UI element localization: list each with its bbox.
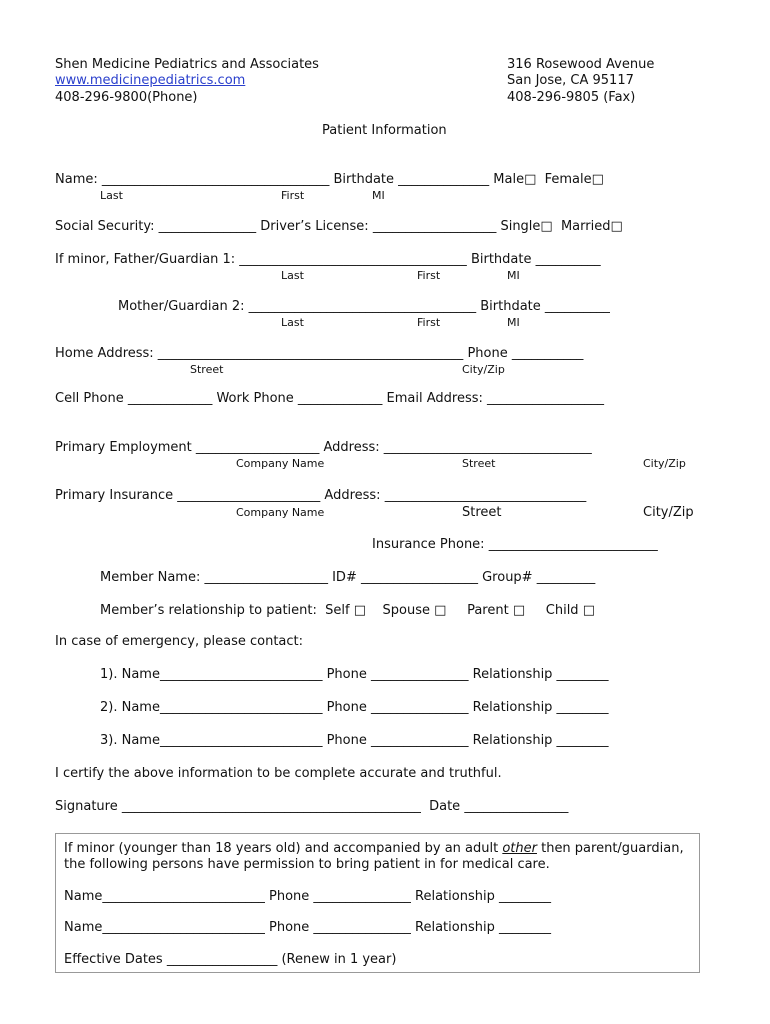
website-link[interactable]: www.medicinepediatrics.com (55, 73, 246, 88)
guardian2-sublabel-last: Last (281, 316, 304, 329)
effective-dates-field[interactable]: Effective Dates _________________ (Renew in 1 year) (64, 952, 397, 967)
practice-name: Shen Medicine Pediatrics and Associates (55, 57, 319, 72)
employment-sublabel-cityzip: City/Zip (643, 457, 686, 470)
guardian1-field[interactable]: If minor, Father/Guardian 1: ___________________________________ Birthdate __________ (55, 252, 601, 267)
name-field[interactable]: Name: ___________________________________ Birthdate ______________ Male□ Female□ (55, 172, 604, 187)
name-sublabel-last: Last (100, 189, 123, 202)
box-intro-text-b: then parent/guardian, (536, 841, 684, 856)
guardian1-sublabel-mi: MI (507, 269, 520, 282)
box-intro-line2: the following persons have permission to bring patient in for medical care. (64, 857, 550, 872)
home-address-sublabel-cityzip: City/Zip (462, 363, 505, 376)
practice-street: 316 Rosewood Avenue (507, 57, 655, 72)
guardian2-sublabel-first: First (417, 316, 441, 329)
employment-sublabel-street: Street (462, 457, 496, 470)
practice-fax: 408-296-9805 (Fax) (507, 90, 636, 105)
certify-statement: I certify the above information to be complete accurate and truthful. (55, 766, 502, 781)
practice-city: San Jose, CA 95117 (507, 73, 634, 88)
form-title: Patient Information (322, 123, 447, 138)
member-name-field[interactable]: Member Name: ___________________ ID# __________________ Group# _________ (100, 570, 596, 585)
name-sublabel-first: First (281, 189, 305, 202)
insurance-sublabel-company: Company Name (236, 506, 325, 519)
insurance-phone-blank[interactable]: __________________________ (484, 537, 658, 552)
box-intro-text-a: If minor (younger than 18 years old) and accompanied by an adult (64, 841, 503, 856)
insurance-phone-label: Insurance Phone: (372, 537, 485, 552)
authorized-adult-1[interactable]: Name_________________________ Phone _______________ Relationship ________ (64, 889, 551, 904)
guardian2-field[interactable]: Mother/Guardian 2: ___________________________________ Birthdate __________ (118, 299, 610, 314)
insurance-sublabel-cityzip: City/Zip (643, 505, 694, 520)
insurance-field[interactable]: Primary Insurance ______________________ Address: _______________________________ (55, 488, 587, 503)
signature-date-field[interactable]: Signature ______________________________________________ Date ________________ (55, 799, 569, 814)
box-intro-emphasis: other (502, 841, 537, 856)
member-relationship-field[interactable]: Member’s relationship to patient: Self □ Spouse □ Parent □ Child □ (100, 603, 595, 618)
employment-field[interactable]: Primary Employment ___________________ Address: ________________________________ (55, 440, 592, 455)
practice-phone: 408-296-9800(Phone) (55, 90, 198, 105)
name-sublabel-mi: MI (372, 189, 385, 202)
guardian2-sublabel-mi: MI (507, 316, 520, 329)
insurance-sublabel-street: Street (462, 505, 502, 520)
ssn-license-field[interactable]: Social Security: _______________ Driver’s License: ___________________ Single□ Married□ (55, 219, 623, 234)
emergency-intro: In case of emergency, please contact: (55, 634, 304, 649)
home-address-field[interactable]: Home Address: _______________________________________________ Phone ___________ (55, 346, 584, 361)
box-intro-line1 (64, 841, 684, 857)
insurance-phone-field[interactable] (372, 537, 658, 553)
guardian1-sublabel-last: Last (281, 269, 304, 282)
phones-email-field[interactable]: Cell Phone _____________ Work Phone _____________ Email Address: __________________ (55, 391, 605, 406)
guardian1-sublabel-first: First (417, 269, 441, 282)
emergency-contact-3[interactable]: 3). Name_________________________ Phone _______________ Relationship ________ (100, 733, 609, 748)
authorized-adult-2[interactable]: Name_________________________ Phone _______________ Relationship ________ (64, 920, 551, 935)
emergency-contact-1[interactable]: 1). Name_________________________ Phone _______________ Relationship ________ (100, 667, 609, 682)
employment-sublabel-company: Company Name (236, 457, 325, 470)
emergency-contact-2[interactable]: 2). Name_________________________ Phone _______________ Relationship ________ (100, 700, 609, 715)
home-address-sublabel-street: Street (190, 363, 224, 376)
